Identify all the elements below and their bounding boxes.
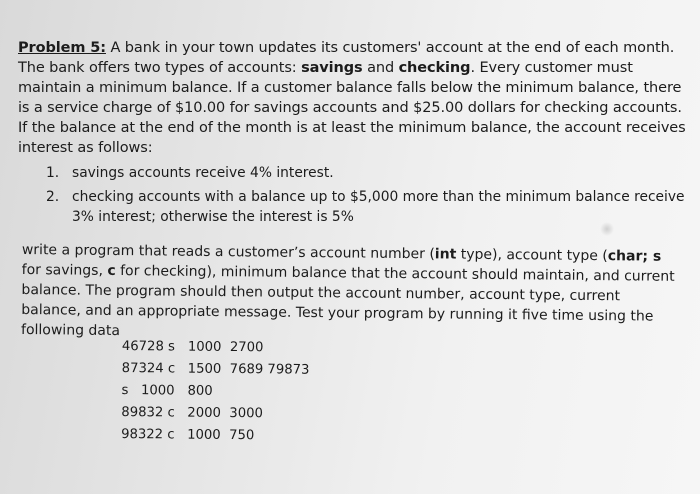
data-min-balance: 1000 [187, 427, 221, 443]
data-account: 46728 s [121, 338, 175, 355]
list-text: checking accounts with a balance up to $5,000 more than the minimum balance receive 3% interest; otherwise the interest is 5% [72, 189, 685, 225]
interest-list [46, 163, 686, 231]
data-min-balance: 2000 [187, 405, 221, 421]
data-row [122, 358, 310, 382]
data-row [122, 336, 310, 360]
data-min-balance: 800 [187, 383, 213, 399]
data-balance: 3000 [229, 405, 263, 422]
checking-term: checking [398, 60, 471, 76]
data-account: 89832 c [121, 404, 175, 421]
data-row [121, 380, 309, 404]
para-text-4: for checking), minimum balance that the account should maintain, and current balance. The program should then output the account number, account type, current balance, and an appropriate message. Test your program by running it five time using the following data [20, 262, 675, 340]
page-smudge [600, 222, 614, 236]
para-text-1: write a program that reads a customer’s account number ( [21, 241, 435, 263]
list-text: savings accounts receive 4% interest. [72, 165, 334, 181]
c-term: c [107, 262, 116, 279]
list-item [46, 163, 686, 183]
data-balance: 2700 [229, 339, 264, 356]
problem-title: Problem 5: [18, 40, 106, 56]
data-account: 98322 c [121, 426, 175, 443]
data-balance: 750 [229, 427, 255, 444]
program-instructions [21, 240, 682, 347]
data-row [121, 424, 309, 448]
list-number: 1. [46, 165, 60, 181]
int-term: int [434, 246, 457, 263]
para-text-3: for savings, [21, 261, 108, 279]
data-min-balance: 1500 [187, 361, 222, 377]
data-min-balance: 1000 [187, 339, 222, 355]
para-text-2: type), account type ( [456, 246, 608, 265]
intro-text-2: . Every customer must maintain a minimum balance. If a customer balance falls below the minimum balance, there is a service charge of $10.00 for savings accounts and $25.00 dollars for checking accounts. If the balance at the end of the month is at least the minimum balance, the account receives interest as follows: [18, 60, 686, 156]
test-data [121, 336, 310, 448]
char-term: char; s [607, 248, 662, 265]
list-item [46, 187, 686, 227]
data-account: 87324 c [121, 360, 176, 377]
data-account: s 1000 [121, 382, 175, 399]
problem-intro [18, 38, 690, 158]
data-row [121, 402, 309, 426]
intro-text-1: A bank in your town updates its customers' account at the end of each month. The bank offers two types of accounts: [18, 40, 675, 76]
data-balance: 7689 79873 [229, 361, 310, 378]
list-number: 2. [46, 189, 60, 205]
intro-and: and [362, 60, 399, 76]
savings-term: savings [301, 60, 363, 76]
